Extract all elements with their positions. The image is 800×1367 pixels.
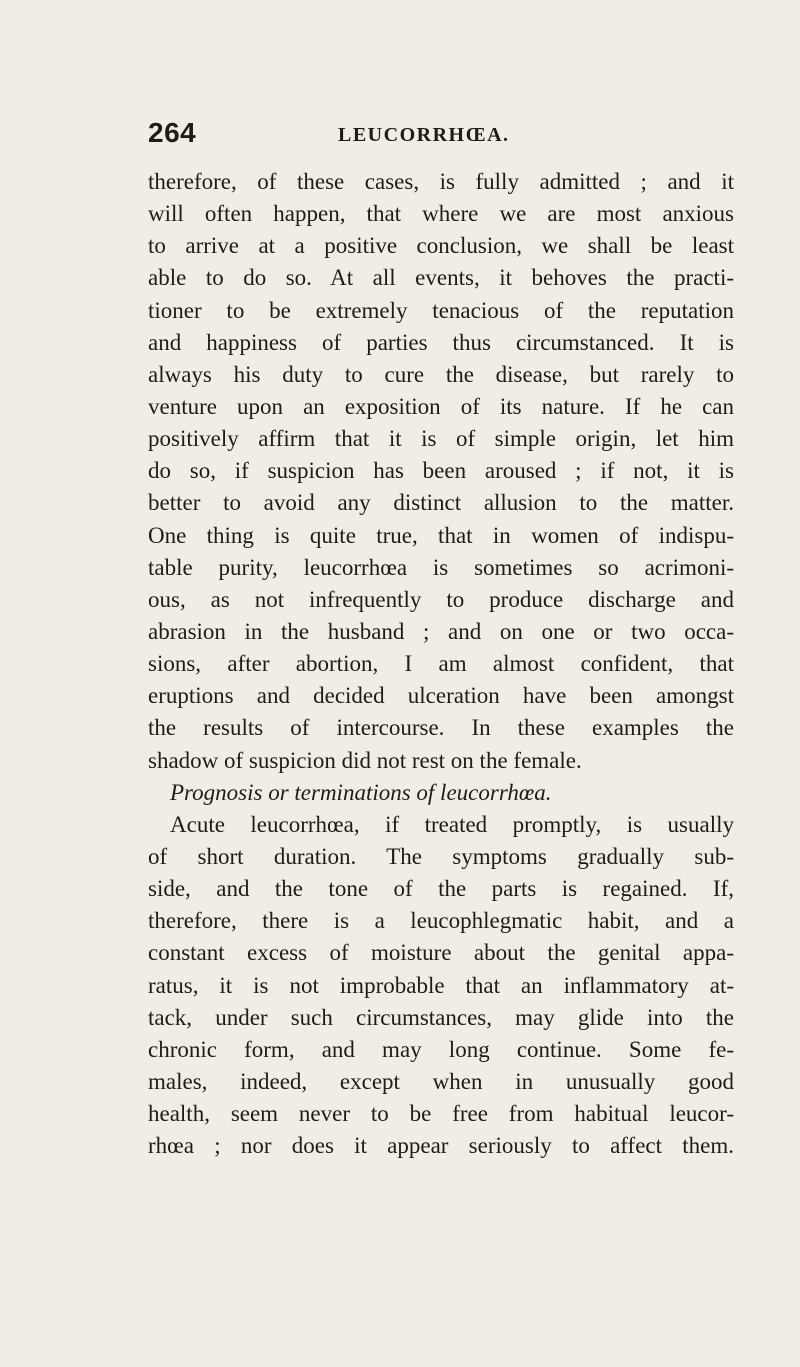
text-line: eruptions and decided ulceration have been amongst [148,683,734,709]
text-line: table purity, leucorrhœa is sometimes so acrimoni- [148,554,734,580]
text-line: sions, after abortion, I am almost confident, that [148,651,734,677]
text-line: constant excess of moisture about the genital appa- [148,940,734,966]
page-header [148,116,748,150]
text-line: rhœa ; nor does it appear seriously to affect them. [148,1133,734,1159]
text-line: always his duty to cure the disease, but rarely to [148,361,734,387]
body-text [148,166,734,1162]
text-line: to arrive at a positive conclusion, we shall be least [148,233,734,259]
text-line: and happiness of parties thus circumstanced. It is [148,329,734,355]
text-line: therefore, there is a leucophlegmatic habit, and a [148,908,734,934]
text-line: the results of intercourse. In these examples the [148,715,734,741]
text-line: abrasion in the husband ; and on one or two occa- [148,618,734,644]
text-line: of short duration. The symptoms gradually sub- [148,843,734,869]
text-line: better to avoid any distinct allusion to the matter. [148,490,734,516]
text-line: side, and the tone of the parts is regained. If, [148,876,734,902]
text-line: tack, under such circumstances, may glide into the [148,1004,734,1030]
section-heading: Prognosis or terminations of leucorrhœa. [170,779,552,805]
text-line: Acute leucorrhœa, if treated promptly, is usually [170,811,734,837]
page-number: 264 [148,117,197,148]
text-line: therefore, of these cases, is fully admitted ; and it [148,169,734,194]
text-line: able to do so. At all events, it behoves the practi- [148,265,734,291]
text-line: venture upon an exposition of its nature. If he can [148,393,734,419]
text-line: males, indeed, except when in unusually good [148,1068,734,1094]
text-line: will often happen, that where we are most anxious [148,201,734,227]
text-line: One thing is quite true, that in women of indispu- [148,522,734,548]
text-line: chronic form, and may long continue. Some fe- [148,1036,734,1062]
text-line: positively affirm that it is of simple origin, let him [148,426,734,452]
text-line: do so, if suspicion has been aroused ; if not, it is [148,458,734,484]
text-line: shadow of suspicion did not rest on the female. [148,747,582,773]
text-line: ratus, it is not improbable that an inflammatory at- [148,972,734,998]
text-line: tioner to be extremely tenacious of the reputation [148,297,734,323]
text-line: health, seem never to be free from habitual leucor- [148,1101,734,1127]
running-head: LEUCORRHŒA. [338,124,510,146]
text-line: ous, as not infrequently to produce discharge and [148,586,734,612]
